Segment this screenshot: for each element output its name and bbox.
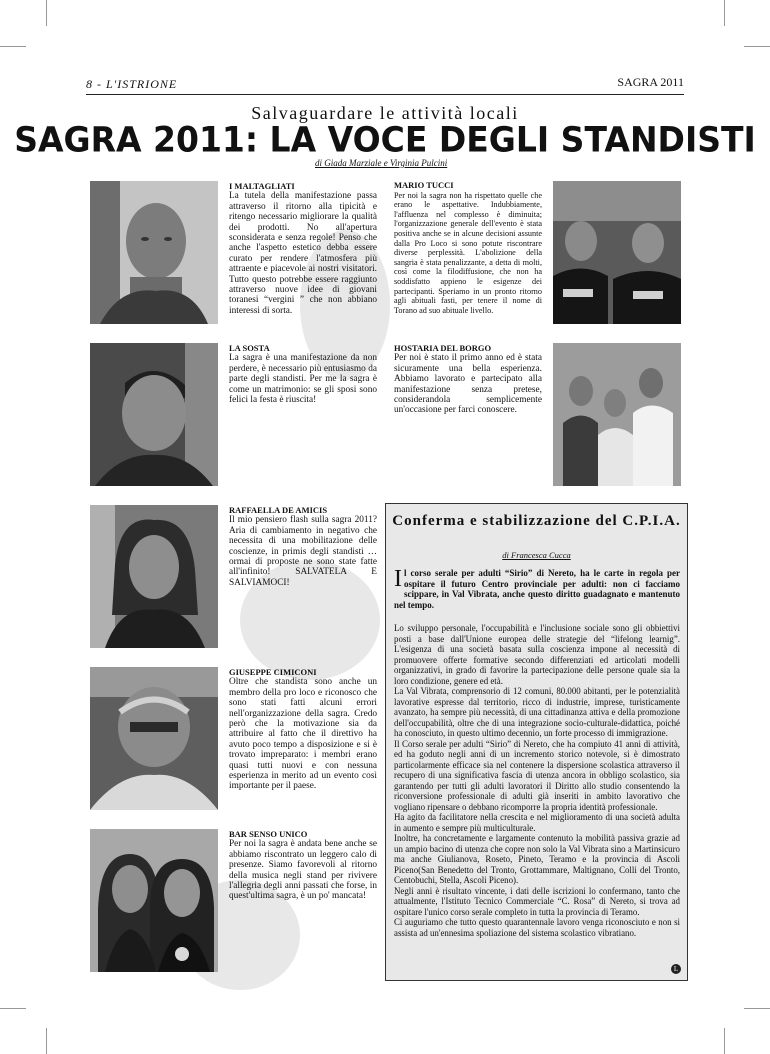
- box-intro-text: l corso serale per adulti “Sirio” di Nereto, ha le carte in regola per ospitare il futuro Centro provinciale per adulti: non ci facciamo scippare, in Val Vibrata, anche questo diritto guadagnato e mantenuto nel tempo.: [394, 568, 680, 610]
- stand-name: HOSTARIA DEL BORGO: [394, 343, 492, 353]
- box-paragraph: Ci auguriamo che tutto questo quarantennale lavoro venga riconosciuto e non si assista ad un'ennesima spoliazione del sistema scolastico vibratiano.: [394, 917, 680, 938]
- stand-quote: Per noi è stato il primo anno ed è stata sicuramente una bella esperienza. Abbiamo lavorato e partecipato alla manifestazione senza pretese, considerandola semplicemente un'occasione per farci conoscere.: [394, 353, 542, 416]
- drop-cap: I: [394, 566, 402, 592]
- box-paragraph: Il Corso serale per adulti “Sirio” di Nereto, che ha compiuto 41 anni di attività, ed ha goduto negli anni di un incremento storico notevole, si è dimostrato particolarmente efficace sia nel contenere la dispersione scolastica attraverso il recupero di una significativa fascia di utenza ancora in obbligo scolastico, sia garantendo per tutti gli adulti lavoratori il Diritto allo studio consentendo la riconversione professionale di adulti già inseriti in ambito lavorativo che vogliano ripensare o debbano ricomporre la propria identità professionale.: [394, 738, 680, 812]
- crop-mark: [724, 0, 725, 26]
- stand-text-maltagliati: [229, 181, 377, 316]
- photo-hostaria: [553, 343, 681, 486]
- cpia-sidebar-box: [385, 503, 688, 981]
- crop-mark: [46, 1028, 47, 1054]
- stand-name: MARIO TUCCI: [394, 180, 454, 190]
- stand-quote: Per noi la sagra non ha rispettato quelle che erano le aspettative. Indubbiamente, l'affluenza nel complesso è diminuita; l'organizzazione generale dell'evento è stata positiva anche se in alcune decisioni assunte dalla Pro Loco si sono potute riscontrare diverse perplessità. L'abolizione della sangria è stata penalizzante, a detta di molti, così come la filodiffusione, che non ha soddisfatto appieno le esigenze dei partecipanti. Speriamo in un pronto ritorno agli abituali fasti, per tenere il nome di Torano ad suo abituale livello.: [394, 190, 542, 315]
- stand-text-senso-unico: [229, 829, 377, 902]
- photo-maltagliati: [90, 181, 218, 324]
- stand-name: LA SOSTA: [229, 343, 270, 353]
- box-paragraph: Lo sviluppo personale, l'occupabilità e l'inclusione sociale sono gli obbiettivi posti a base dall'Unione europea delle strategie del “lifelong learnig”. L'esigenza di una società basata sulla coscienza impone al necessità di promuovere offerte formative secondo differenziati ed articolati modelli organizzativi, in grado di favorire la partecipazione delle persone quale sia la loro condizione, genere ed età.: [394, 623, 680, 686]
- stand-quote: Oltre che standista sono anche un membro della pro loco e riconosco che sono stati fatti alcuni errori nell'organizzazione della sagra. Credo però che la motivazione sia da attribuire al fatto che il direttivo ha avuto poco tempo a disposizione e si è trovato impreparato: i membri erano quasi tutti nuovi e con nessuna esperienza in merito ad un evento così importante per il paese.: [229, 677, 377, 792]
- box-paragraph: Inoltre, ha concretamente e largamente contenuto la mobilità passiva grazie ad un ampio bacino di utenza che copre non solo la Val Vibrata sino a Martinsicuro ma anche Giulianova, Roseto, Pineto, Teramo e la provincia di Ascoli Piceno(San Benedetto del Tronto, Grottammare, Maltignano, Colli del Tronto, Centobuchi, Stella, Ascoli Piceno).: [394, 833, 680, 885]
- crop-mark: [0, 1008, 26, 1009]
- crop-mark: [744, 46, 770, 47]
- photo-tucci: [553, 181, 681, 324]
- box-body: [394, 623, 680, 938]
- stand-quote: Per noi la sagra è andata bene anche se abbiamo riscontrato un leggero calo di presenze. Siamo favorevoli al ritorno della musica negli stand per rivivere l'allegria degli anni passati che forse, in quest'ultima sagra, è un po' mancata!: [229, 839, 377, 902]
- page-number-header: 8 - L'ISTRIONE: [86, 77, 178, 91]
- article-headline: SAGRA 2011: LA VOCE DEGLI STANDISTI: [14, 119, 756, 160]
- photo-cimiconi: [90, 667, 218, 810]
- box-byline: di Francesca Cucca: [502, 550, 571, 560]
- article-byline: di Giada Marziale e Virginia Pulcini: [315, 158, 448, 168]
- crop-mark: [46, 0, 47, 26]
- stand-quote: La tutela della manifestazione passa attraverso il ritorno alla tipicità e ritengo necessario migliorare la qualità dei prodotti. No all'apertura sconsiderata e senza regole! Penso che anche l'aspetto estetico debba essere curato per rendere l'atmosfera più attraente e piacevole ai nostri visitatori. Tutto questo potrebbe essere raggiunto attraverso nuove idee di giovani toranesi “vergini ” che non abbiano interessi di sorta.: [229, 191, 377, 316]
- stand-name: RAFFAELLA DE AMICIS: [229, 505, 328, 515]
- stand-text-la-sosta: [229, 343, 377, 405]
- photo-de-amicis: [90, 505, 218, 648]
- box-title: Conferma e stabilizzazione del C.P.I.A.: [392, 513, 681, 529]
- article-kicker: Salvaguardare le attività locali: [251, 103, 519, 123]
- photo-senso-unico: [90, 829, 218, 972]
- stand-quote: La sagra è una manifestazione da non perdere, è necessario più entusiasmo da parte degli standisti. Per me la sagra è come un matrimonio: se gli sposi sono felici la festa è riuscita!: [229, 353, 377, 406]
- stand-text-de-amicis: [229, 505, 377, 588]
- stand-text-tucci: [394, 181, 542, 315]
- box-intro: [394, 568, 680, 610]
- photo-la-sosta: [90, 343, 218, 486]
- crop-mark: [724, 1028, 725, 1054]
- crop-mark: [744, 1008, 770, 1009]
- end-of-article-icon: L: [671, 964, 681, 974]
- box-paragraph: La Val Vibrata, comprensorio di 12 comuni, 80.000 abitanti, per le potenzialità lavorative espresse dal territorio, ricco di industrie, imprese, turisticamente avanzato, ha sempre più necessità, di una cittadinanza attiva e della promozione dell'occupabilità, oltre che di una integrazione socio-culturale-didattica, poiché ha conosciuto, in questo ultimo decennio, un forte processo di immigrazione.: [394, 686, 680, 738]
- box-paragraph: Ha agito da facilitatore nella crescita e nel miglioramento di una società adulta in aumento e sempre più multiculturale.: [394, 812, 680, 833]
- stand-text-cimiconi: [229, 667, 377, 792]
- stand-name: GIUSEPPE CIMICONI: [229, 667, 317, 677]
- stand-text-hostaria: [394, 343, 542, 416]
- stand-name: I MALTAGLIATI: [229, 181, 295, 191]
- stand-name: BAR SENSO UNICO: [229, 829, 308, 839]
- box-paragraph: Negli anni è risultato vincente, i dati delle iscrizioni lo confermano, tanto che attualmente, l'Istituto Tecnico Commerciale “C. Rosa” di Nereto, si trova ad ospitare l'unico corso serale completo in tutta la provincia di Teramo.: [394, 885, 680, 917]
- stand-quote: Il mio pensiero flash sulla sagra 2011? Aria di cambiamento in negativo che necessita di una mobilitazione delle coscienze, in primis degli standisti … ormai di proposte ne sono state fatte all'infinito! SALVATELA E SALVIAMOCI!: [229, 515, 377, 588]
- crop-mark: [0, 46, 26, 47]
- section-header: SAGRA 2011: [617, 75, 684, 89]
- header-rule: [86, 94, 684, 95]
